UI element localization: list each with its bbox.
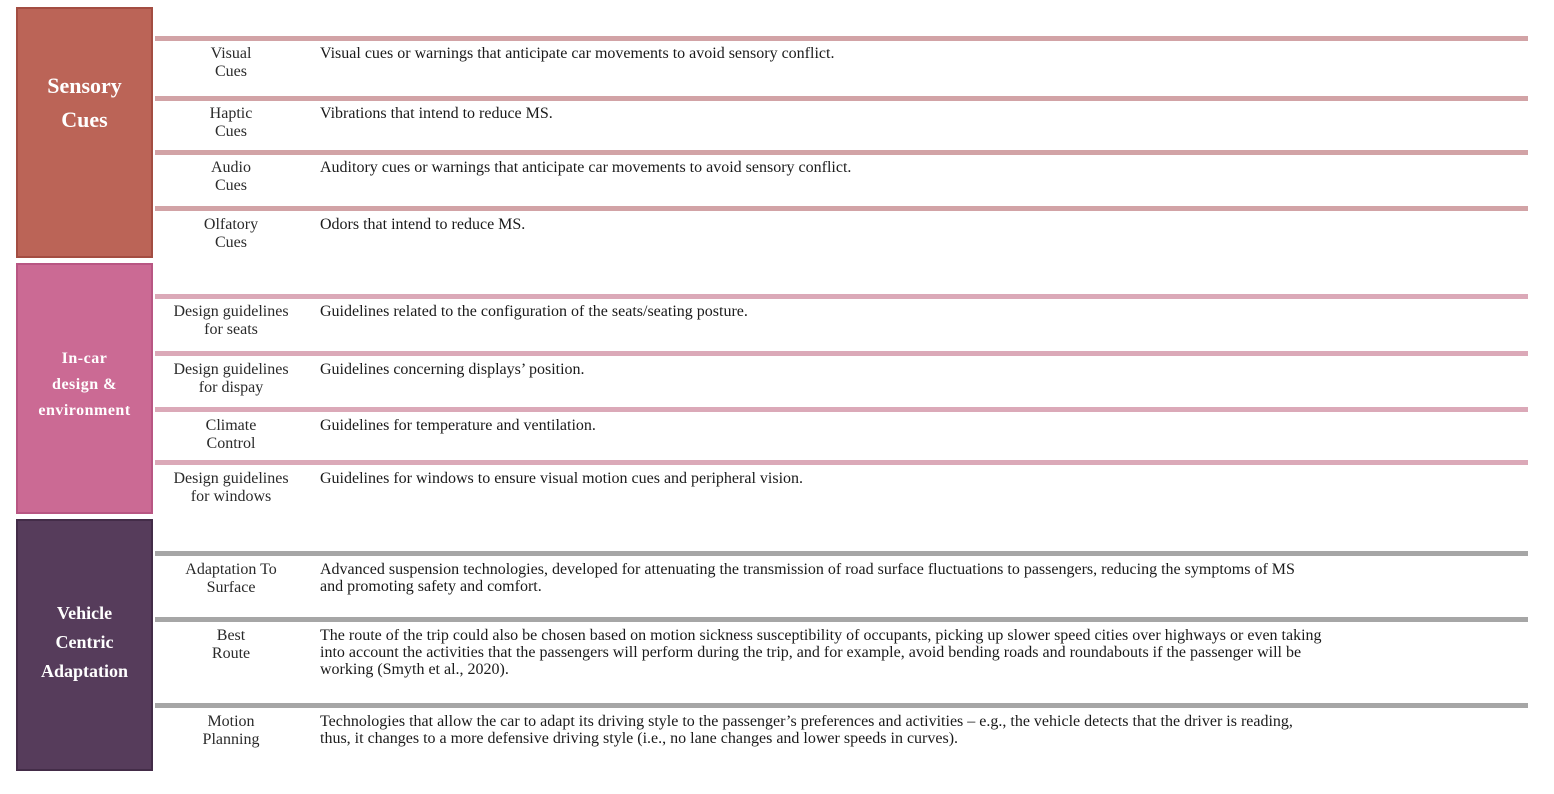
row-description: Technologies that allow the car to adapt its driving style to the passenger’s preferences and activities – e.g., the vehicle detects that the driver is reading, thus, it changes to a more defensive driving style (i.e., no lane changes and lower speeds in curves). [320,713,1293,747]
row-divider [155,351,1528,356]
row-term: Adaptation To Surface [185,561,277,596]
row-description: Vibrations that intend to reduce MS. [320,105,553,122]
row-description: Guidelines for temperature and ventilation. [320,417,596,434]
category-in-car-design [16,263,153,514]
category-label-line: Cues [61,106,108,132]
row-divider [155,294,1528,299]
row-divider [155,150,1528,155]
row-term: Design guidelines for dispay [173,361,289,396]
row-term: Visual Cues [210,45,252,80]
row-description: The route of the trip could also be chosen based on motion sickness susceptibility of occupants, picking up slower speed cities over highways or even taking into account the activities that the passengers will perform during the trip, and for example, avoid bending roads and roundabouts if the passenger will be working (Smyth et al., 2020). [320,627,1322,678]
category-label-line: Vehicle [56,602,113,623]
row-description: Advanced suspension technologies, developed for attenuating the transmission of road surface fluctuations to passengers, reducing the symptoms of MS and promoting safety and comfort. [320,561,1295,595]
row-term: Design guidelines for seats [173,303,289,338]
row-description: Guidelines related to the configuration of the seats/seating posture. [320,303,748,320]
row-divider [155,551,1528,556]
row-term: Design guidelines for windows [173,470,289,505]
row-divider [155,703,1528,708]
row-term: Best Route [211,627,251,662]
row-description: Auditory cues or warnings that anticipate car movements to avoid sensory conflict. [320,159,852,176]
row-divider [155,407,1528,412]
category-label-line: Centric [55,631,114,652]
row-description: Guidelines concerning displays’ position. [320,361,585,378]
row-description: Guidelines for windows to ensure visual motion cues and peripheral vision. [320,470,804,487]
category-label-line: design & [52,375,117,393]
row-divider [155,206,1528,211]
row-divider [155,460,1528,465]
row-term: Haptic Cues [209,105,253,140]
category-label-line: Adaptation [40,660,129,681]
row-divider [155,96,1528,101]
category-sensory-cues [16,7,153,258]
row-divider [155,36,1528,41]
row-description: Odors that intend to reduce MS. [320,216,526,233]
category-label-line: In-car [61,349,108,367]
category-label-line: Sensory [47,72,122,98]
row-divider [155,617,1528,622]
category-label-line: environment [38,401,131,419]
row-term: Motion Planning [202,713,260,748]
row-description: Visual cues or warnings that anticipate car movements to avoid sensory conflict. [320,45,835,62]
row-term: Audio Cues [211,159,251,194]
category-vehicle-centric-adaptation [16,519,153,771]
row-term: Olfatory Cues [203,216,259,251]
row-term: Climate Control [205,417,257,452]
